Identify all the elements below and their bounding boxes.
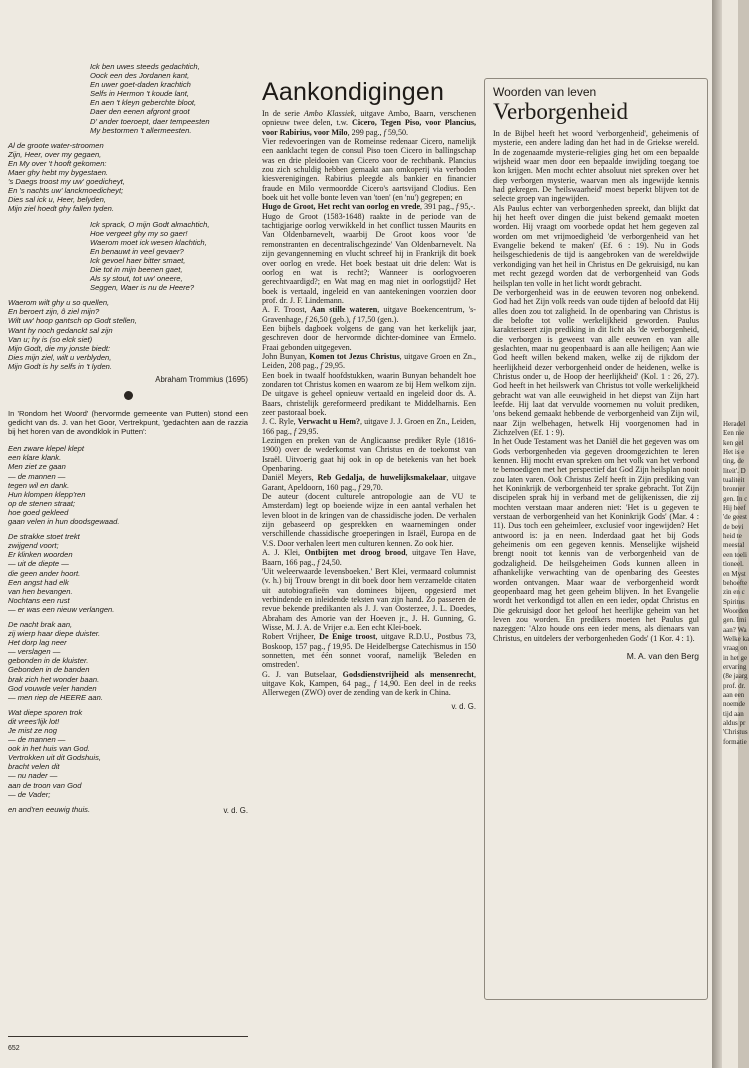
poem-stanza-3: Ick sprack, O mijn Godt almachtich, Hoe vergeet ghy my so gaer! Waerom moet ick wesen klachtich, En benauwt in veel gevaer? Ick gevoel haer bitter smaet, Die tot in mijn beenen gaet, Als sy stout, tot uw' oneere, Seggen, Waer is nu de Heere? [90, 219, 210, 293]
separator-dot [124, 391, 133, 400]
intro-text: In 'Rondom het Woord' (hervormde gemeente van Putten) stond een gedicht van ds. J. van het Goor, Vertrekpunt, 'gedachten aan de razzia bij het horen van de avondklok in Putten': [8, 409, 248, 437]
poem2-ending: en and'ren eeuwig thuis. [8, 804, 91, 814]
middle-column [262, 78, 476, 1033]
next-page-edge [722, 0, 749, 1068]
poem2-stanza-1: Een zware klepel klept een klare klank. Men ziet ze gaan — de mannen — tegen wil en dank. Hun klompen klepp'ren op de stenen straat; hoe goed gekleed gaan velen in hun doodsgewaad. [8, 444, 120, 527]
poem-author: Abraham Trommius (1695) [155, 375, 248, 384]
page-gutter [712, 0, 722, 1068]
left-column [8, 62, 248, 1037]
poem-stanza-1: Ick ben uwes steeds gedachtich, Oock een des Jordanen kant, En uwer goet-daden krachtich Selfs in Hermon 't koude lant, En aen 't kleyn geberchte bloot, Daer den eenen afgront groot D' ander toeroept, daer tempeesten My bestormen 't allermeesten. [90, 62, 210, 135]
page-number: 652 [8, 1045, 20, 1052]
next-page-fragment: Heradel Een nie ken gel Het is e ting, de liteit'. D tualiteit bronner gen. In c Hij heef 'de geest de bevi heid te meestal een toeli tioneel. en Myst behoefte zin en c Spiritus Woorden gen. Imi aan? Wa Welke ka vraag on in het ge ervaring (8e jaarg prof. dr. aan een noemde tijd aan aldus pr 'Christus formatie [723, 420, 749, 746]
article-box [484, 78, 708, 1000]
left-signature: v. d. G. [223, 805, 248, 815]
section-title: Aankondigingen [262, 78, 445, 106]
article-title: Verborgenheid [493, 99, 628, 124]
poem2-stanza-2: De strakke stoet trekt zwijgend voort; Er klinken woorden — uit de diepte — die geen ander hoort. Een angst had elk van hen bevangen. Nochtans een rust — er was een nieuw verlangen. [8, 532, 115, 614]
poem-stanza-4: Waerom wilt ghy u so quellen, En beroert zijn, ô ziel mijn? Wilt uw' hoop gantsch op Godt stellen, Want hy noch gedanckt sal zijn Van u; hy is (so elck siet) Mijn Godt, die my jonste biedt: Dies mijn ziel, wilt u verblyden, Mijn Godt is hy selfs in 't lyden. [8, 298, 137, 371]
announcements-text: In de serie Ambo Klassiek, uitgave Ambo, Baarn, verschenen opnieuw twee delen, t.w. Cicero, Tegen Piso, voor Plancius, voor Rabirius, voor Milo, 299 pag., f 59,50. Vier redevoeringen van de Romeinse redenaar Cicero, namelijk een aanklacht tegen de consul Piso toen Cicero in ballingschap was en drie pleidooien van Cicero voor de rechtbank. Plancius zou zich schuldig hebben gemaakt aan omkoperij via verboden kiesverenigingen. Rabirius pleegde als bankier en financier fraude en Milo vermoordde Cicero's aartsvijand Clodius. Een boek uit het volle bonte leven van 'toen' (en 'nu') gegrepen; en Hugo de Groot, Het recht van oorlog en vrede, 391 pag., f 95,-. Hugo de Groot (1583-1648) raakte in de periode van de tachtigjarige oorlog verwikkeld in het conflict tussen Maurits en Van Oldenbarnevelt, waarbij De Groot koos voor 'de remonstranten en decentralischgezinde' Van Oldenbarnevelt. Na zijn gevangenneming en vlucht schreef hij in Frankrijk dit boek over oorlog en vrede. Het boek bestaat uit drie delen: Wat is oorlog en wat is recht?; Wanneer is oorlogvoeren gerechtvaardigd?; en Wat mag en mag niet in oorlogstijd? Het boek is vertaald, ingeleid en van aantekeningen voorzien door prof. dr. J. F. Lindemann. A. F. Troost, Aan stille wateren, uitgave Boekencentrum, 's-Gravenhage, f 26,50 (geb.), f 17,50 (gen.). Een bijbels dagboek volgens de gang van het kerkelijk jaar, geschreven door de hervormde dichter-dominee van Ermelo. Fraai gebonden uitgegeven. John Bunyan, Komen tot Jezus Christus, uitgave Groen en Zn., Leiden, 208 pag., f 29,95. Een boek in twaalf hoofdstukken, waarin Bunyan behandelt hoe zondaren tot Christus komen en waarom ze bij Hem welkom zijn. De uitgave is geheel opnieuw vertaald en ingeleid door ds. A. Baars, christelijk gereformeerd predikant te Middelharnis. Een zeer pastoraal boek. J. C. Ryle, Verwacht u Hem?, uitgave J. J. Groen en Zn., Leiden, 166 pag., f 29,95. Lezingen en preken van de Anglicaanse prediker Ryle (1816-1900) over de wederkomst van Christus en de toekomst van Israël. Uitvoerig gaat hij ook in op de betekenis van het boek Openbaring. Daniël Meyers, Reb Gedalja, de huwelijksmakelaar, uitgave Garant, Apeldoorn, 160 pag., f 29,70. De auteur (docent culturele antropologie aan de VU te Amsterdam) legt op boeiende wijze in een aantal verhalen het leven bloot in de kringen van de chassidische joden. De verhalen zijn gebaseerd op gesprekken en waarnemingen onder verschillende chassidische groeperingen in Israël, Europa en de V.S. Door verhalen leert men culturen kennen. Zo ook hier. A. J. Klei, Ontbijten met droog brood, uitgave Ten Have, Baarn, 166 pag., f 24,50. 'Uit weleerwaarde levensboeken.' Bert Klei, vermaard columnist (v. h.) bij Trouw brengt in dit boek door hem verzamelde citaten uit autobiografieën van dominees bijeen, opgesierd met verbindende en inleidende teksten van zijn hand. Zo passeren de revue bekende predikanten als J. J. van Oosterzee, J. L. Doedes, Abraham des Amorie van der Hoeven jr., J. H. Gunning, G. Wisse, M. J. A. de Vrijer e.a. Een echt Klei-boek. Robert Vrijheer, De Enige troost, uitgave R.D.U., Postbus 73, Boskoop, 157 pag., f 19,95. De Heidelbergse Catechismus in 150 sonnetten, met één sonnet vooraf, namelijk 'Beleden en omstreden'. G. J. van Butselaar, Godsdienstvrijheid als mensenrecht, uitgave Kok, Kampen, 64 pag., f 14,90. Een deel in de reeks Allerwegen (ZWO) over de zending van de kerk in China. [262, 109, 477, 698]
article-kicker: Woorden van leven [493, 85, 597, 99]
poem2-stanza-3: De nacht brak aan, zij wierp haar diepe duister. Het dorp lag neer — verslagen — gebonden in de kluister. Gebonden in de banden brak zich het wonder baan. God vouwde veler handen — men riep de HEERE aan. [8, 619, 103, 702]
poem-stanza-2: Al de groote water-stroomen Zijn, Heer, over my gegaen, En My over 't hooft gekomen: Maer ghy hebt my bygestaen. 's Daegs troost my uw' goedicheyt, En 's nachts uw' lanckmoedicheyt; Dies sal ick u, Heer, belyden, Mijn ziel hoedt ghy fallen tyden. [8, 140, 125, 214]
footer-rule [8, 1036, 248, 1037]
article-text: In de Bijbel heeft het woord 'verborgenheid', geheimenis of mysterie, een andere lading dan het had in de Griekse wereld. In de zogenaamde mysterie-religies ging het om een bepaalde wijsheid waar men door een bepaalde inwijding toegang toe kon krijgen. Men mocht echter absoluut niet spreken over het diep verborgen mysterie, waarvan men als ingewijde kennis had gekregen. De 'heilswaarheid' moest beperkt blijven tot de selecte groep van ingewijden. Als Paulus echter van verborgenheden spreekt, dan blijkt dat hij het heeft over dingen die juist bekend gemaakt moeten worden. Hij vraagt om voorbede opdat het hem gegeven zal worden om met vrijmoedigheid 'de verborgenheid van het Evangelie bekend te maken' (Ef. 6 : 19). Nu in Gods heilsgeschiedenis de tijd is aangebroken van de wereldwijde verkondiging van het heil in Christus en De gekruisigd, nu kan met recht gezegd worden dat de verborgenheid van Gods heilsplan ten volle in het licht wordt gebracht. De verborgenheid was in de eeuwen tevoren nog onbekend. God had het Zijn volk reeds van oude tijden af beloofd dat Hij alles doen zou tot zaligheid. In de openbaring van Christus is die belofte tot volle werkelijkheid geworden. Paulus karakteriseert zijn prediking in dit licht als 'de verborgenheid, die verborgen is geweest van alle eeuwen en van alle geslachten, maar nu geopenbaard is aan alle heiligen; Aan wie God heeft willen bekend maken, welke zij de rijkdom der heerlijkheid dezer verborgenheid onder de heidenen, welke is Christus onder u, de Hoop der heerlijkheid' (Kol. 1 : 26, 27). God heeft in het heilswerk van Christus tot volle werkelijkheid gebracht wat van alle eeuwigheid in het diepst van Zijn hart leefde. Hij laat dat vervulde voornemen nu voluit prediken, 'ons bekend gemaakt hebbende de verborgenheid van Zijn wil, naar Zijn welbehagen, hetwelk Hij voorgenomen had in Zichzelven (Ef. 1 : 9). In het Oude Testament was het Daniël die het gegeven was om Gods verborgenheden via gegeven droomgezichten te leren kennen. Hij mocht ervan spreken om het volk van het verbond te bemoedigen met het perspectief dat God Zijn heilsplan nooit zou laten varen. Ook Christus Zelf heeft in Zijn prediking van het Koninkrijk de verborgenheid ter sprake gebracht. Tot Zijn discipelen sprak hij in verband met de gelijkenissen, die zij mochten verstaan maar anderen niet: 'Het is u gegeven te verstaan de verborgenheid van het Koninkrijk Gods' (Mar. 4 : 11). Dus toch een geheimleer, exclusief voor ingewijden? Het antwoord is: ja en neen. Inderdaad gaat het bij Gods geheimenis om een gegeven kennis. Menselijke wijsheid brengt nooit tot kennis van de verborgenheid van de godzaligheid. De heilsgeheimen Gods kunnen alleen in afhankelijke verwachting van de openbaring des Geestes worden ontvangen. Maar waar de verborgenheid wordt geopenbaard mag het geen geheim blijven. In het Evangelie wordt het verkondigd tot allen en een ieder, opdat Christus en Die gekruisigd door het geloof het heerlijke geheim van het leven zou worden. En predikers moeten het Paulus gul nazeggen: 'Alzo houde ons een ieder mens, als dienaars van Christus, en uitdelers der verborgenheden Gods' (1 Kor. 4 : 1). [493, 129, 699, 643]
middle-signature: v. d. G. [451, 701, 476, 711]
poem2-stanza-4: Wat diepe sporen trok dit vrees'lijk lot! Je mist ze nog — de mannen — ook in het huis van God. Vertrokken uit dit Godshuis, bracht velen dit — nu nader — aan de troon van God — de Vader; [8, 707, 101, 799]
article-author: M. A. van den Berg [626, 650, 699, 661]
